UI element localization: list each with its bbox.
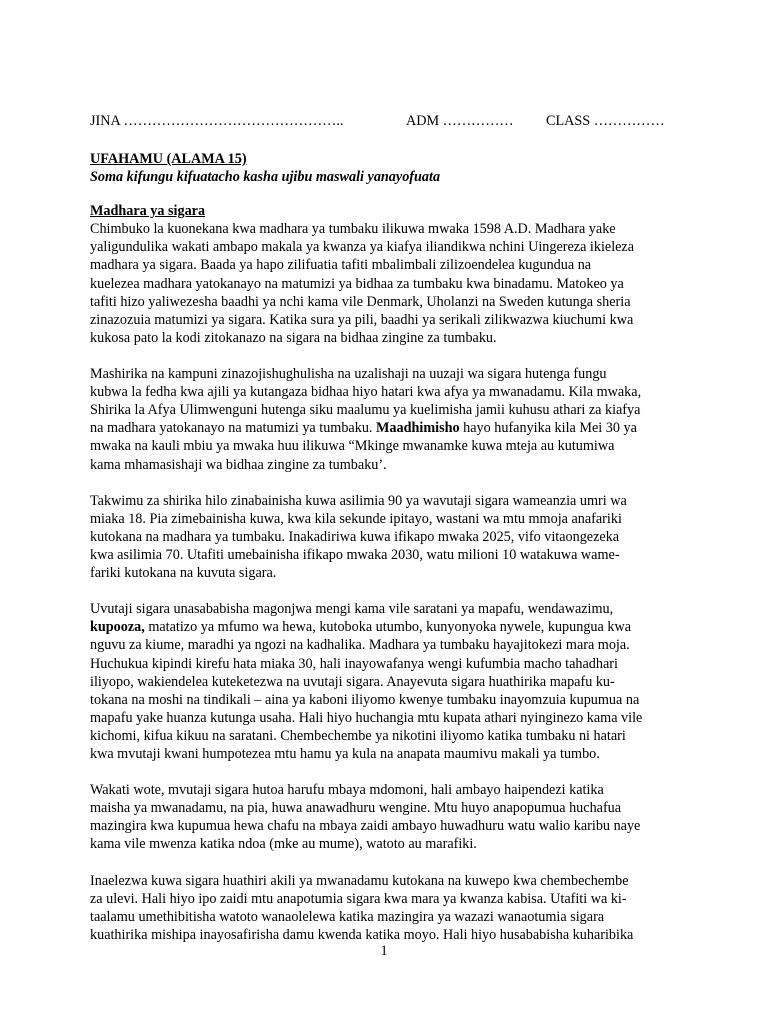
bold-term: Maadhimisho <box>376 420 460 437</box>
text-line: Shirika la Afya Ulimwenguni hutenga siku maalumu ya kuelimisha jamii kuhusu athari za kiafya <box>90 402 641 419</box>
text-line: kwa mvutaji kwani humpotezea mtu hamu ya kula na anapata maumivu makali ya tumbo. <box>90 746 600 762</box>
student-details-line <box>90 112 680 132</box>
text-line: Inaelezwa kuwa sigara huathiri akili ya mwanadamu kutokana na kuwepo kwa chembechembe <box>90 872 629 889</box>
text-line: kukosa pato la kodi zitokanazo na sigara na bidhaa zingine za tumbaku. <box>90 329 497 346</box>
text-line: Wakati wote, mvutaji sigara hutoa harufu mbaya mdomoni, hali ambayo haipendezi katika <box>90 782 604 799</box>
text-line: fariki kutokana na kuvuta sigara. <box>90 565 277 582</box>
text-line: mwaka na kauli mbiu ya mwaka huu ilikuwa “Mkinge mwanamke kuwa mteja au kutumiwa <box>90 438 615 455</box>
text-line: Takwimu za shirika hilo zinabainisha kuwa asilimia 90 ya wavutaji sigara wameanzia umri wa <box>90 492 627 509</box>
text-line: kutokana na madhara ya tumbaku. Inakadiriwa kuwa ifikapo mwaka 2025, vifo vitaongezeka <box>90 528 620 545</box>
text-segment: matatizo ya mfumo wa hewa, kutoboka utumbo, kunyonyoka nywele, kupungua kwa <box>144 619 632 636</box>
text-line-with-bold <box>90 419 680 437</box>
text-line: miaka 18. Pia zimebainisha kuwa, kwa kila sekunde ipitayo, wastani wa mtu mmoja anafariki <box>90 510 622 527</box>
page-number: 1 <box>380 943 388 959</box>
text-line: za ulevi. Hali hiyo ipo zaidi mtu anapotumia sigara kwa mara ya kwanza kabisa. Utafiti wa ki- <box>90 890 627 907</box>
admission-field-label: ADM …………… <box>406 113 514 129</box>
text-line: tokana na moshi na tindikali – aina ya kaboni iliyomo kwenye tumbaku inayomzuia kupumua na <box>90 691 640 708</box>
text-line: iliyopo, wakiendelea kuteketezwa na uvutaji sigara. Anayevuta sigara huathirika mapafu ku- <box>90 673 615 690</box>
article-title: Madhara ya sigara <box>90 203 206 220</box>
document-page <box>90 112 680 962</box>
text-line: madhara ya sigara. Baada ya hapo zilifuatia tafiti mbalimbali zilizoendelea kugundua na <box>90 257 592 274</box>
name-field-label: JINA ……………………………………….. <box>90 113 344 129</box>
class-field-label: CLASS …………… <box>546 113 665 129</box>
text-line: maisha ya mwanadamu, na pia, huwa anawadhuru wengine. Mtu huyo anapopumua huchafua <box>90 800 622 817</box>
text-line: yaligundulika wakati ambapo makala ya kwanza ya kiafya iliandikwa nchini Uingereza ikieleza <box>90 239 635 256</box>
text-segment: na madhara yatokanayo na matumizi ya tumbaku. <box>90 420 377 437</box>
paragraph-4 <box>90 600 680 763</box>
text-line: nguvu za kiume, maradhi ya ngozi na kadhalika. Madhara ya tumbaku hayajitokezi mara moja. <box>90 637 630 654</box>
section-title: UFAHAMU (ALAMA 15) <box>90 151 247 167</box>
text-line: zinazozuia matumizi ya sigara. Katika sura ya pili, baadhi ya serikali zilikwazwa kiuchumi kwa <box>90 311 634 328</box>
text-line: kuelezea madhara yatokanayo na matumizi ya bidhaa za tumbaku kwa binadamu. Matokeo ya <box>90 275 624 292</box>
text-line: mapafu yake huanza kutunga usaha. Hali hiyo huchangia mtu kupata athari nyinginezo kama vile <box>90 709 643 726</box>
paragraph-3 <box>90 492 680 582</box>
text-line: Chimbuko la kuonekana kwa madhara ya tumbaku ilikuwa mwaka 1598 A.D. Madhara yake <box>90 221 616 238</box>
paragraph-2 <box>90 365 680 474</box>
text-line: kwa asilimia 70. Utafiti umebainisha ifikapo mwaka 2030, watu milioni 10 watakuwa wame- <box>90 546 620 563</box>
text-line: kama mhamasishaji wa bidhaa zingine za tumbaku’. <box>90 456 387 473</box>
instruction-text: Soma kifungu kifuatacho kasha ujibu maswali yanayofuata <box>90 169 441 186</box>
paragraph-1 <box>90 220 680 347</box>
text-line: taalamu umethibitisha watoto wanaolelewa katika mazingira ya wazazi wanaotumia sigara <box>90 908 605 925</box>
text-line-with-bold <box>90 618 680 636</box>
paragraph-6 <box>90 872 680 944</box>
text-line: tafiti hizo yaliwezesha baadhi ya nchi kama vile Denmark, Uholanzi na Sweden kutunga sheria <box>90 293 631 310</box>
text-line: Uvutaji sigara unasababisha magonjwa mengi kama vile saratani ya mapafu, wendawazimu, <box>90 601 614 618</box>
text-line: kuathirika mishipa inayosafirisha damu kwenda katika moyo. Hali hiyo husababisha kuharibika <box>90 926 634 943</box>
text-line: mazingira kwa kupumua hewa chafu na mbaya zaidi ambayo huwadhuru watu walio karibu naye <box>90 818 641 835</box>
text-line: kama vile mwenza katika ndoa (mke au mume), watoto au marafiki. <box>90 836 477 853</box>
text-line: Huchukua kipindi kirefu hata miaka 30, hali inayowafanya wengi kufumbia macho tahadhari <box>90 655 618 672</box>
text-line: Mashirika na kampuni zinazojishughulisha na uzalishaji na uuzaji wa sigara hutenga fungu <box>90 366 607 383</box>
bold-term: kupooza, <box>90 619 145 636</box>
text-segment: hayo hufanyika kila Mei 30 ya <box>459 420 637 437</box>
text-line: kichomi, kifua kikuu na saratani. Chembechembe ya nikotini iliyomo katika tumbaku ni hatari <box>90 727 626 744</box>
text-line: kubwa la fedha kwa ajili ya kutangaza bidhaa hiyo hatari kwa afya ya mwanadamu. Kila mwaka, <box>90 384 642 401</box>
paragraph-5 <box>90 781 680 853</box>
